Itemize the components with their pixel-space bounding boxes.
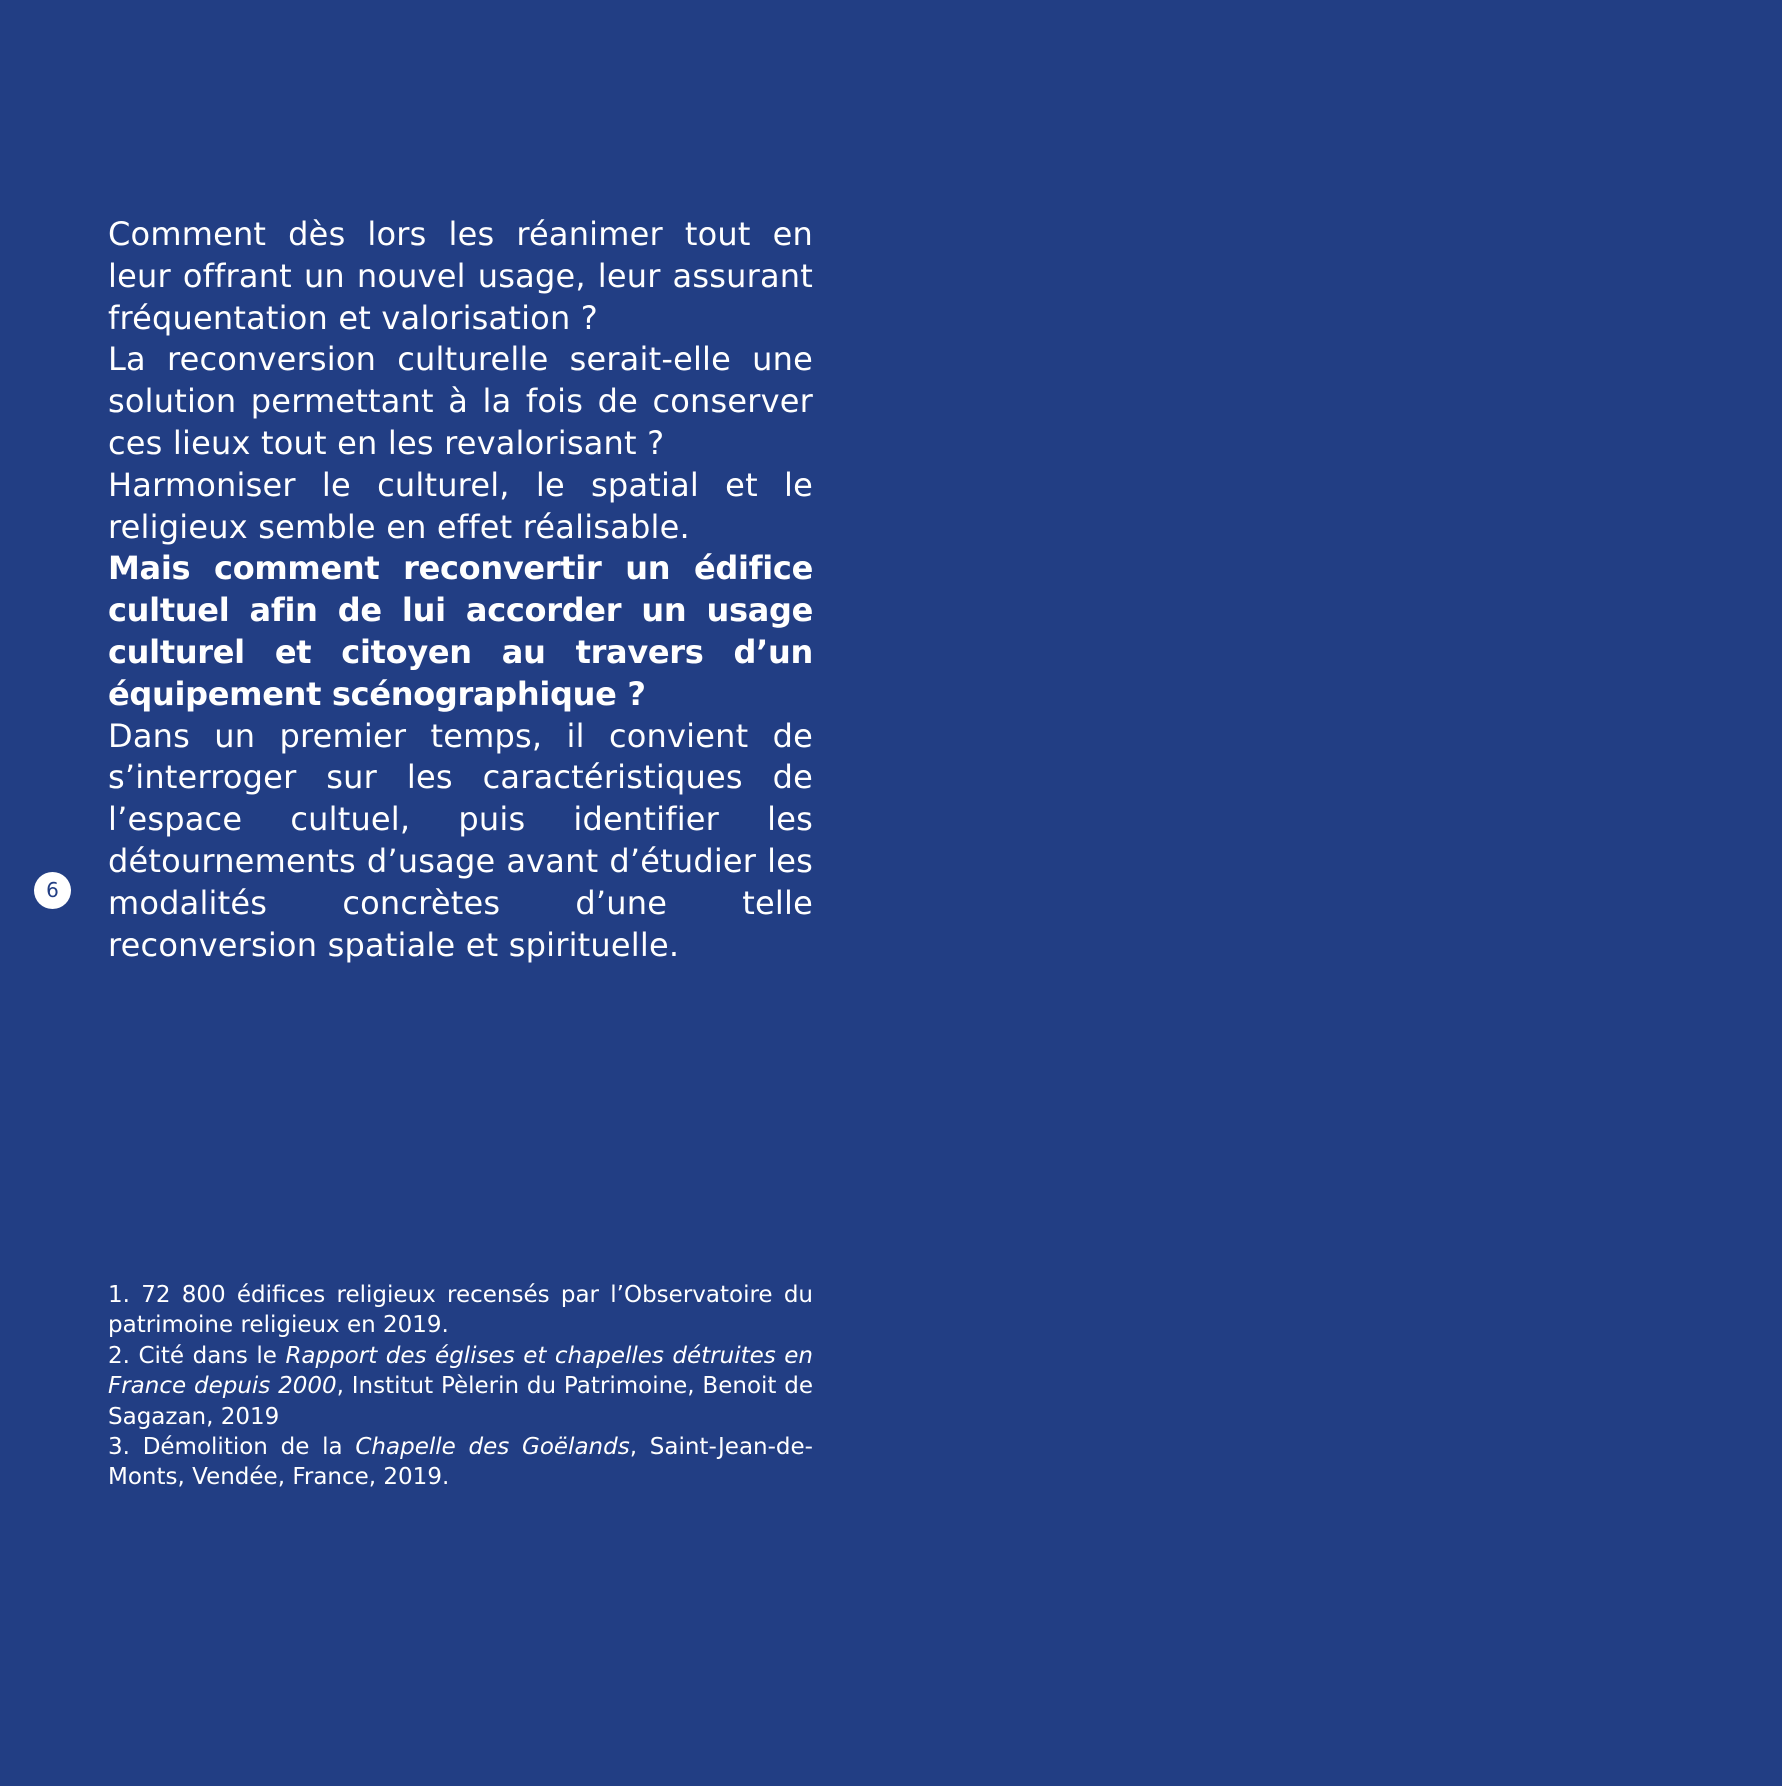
footnote-2-title: Rapport des églises et chapelles détruites en France depuis 2000 [108, 1342, 813, 1400]
footnotes [108, 1280, 813, 1493]
footnote-3-suffix: , Saint-Jean-de-Monts, Vendée, France, 2019. [108, 1434, 813, 1491]
footnote-3-prefix: 3. Démolition de la [108, 1434, 356, 1461]
footnote-1: 1. 72 800 édifices religieux recensés par l’Observatoire du patrimoine religieux en 2019. [108, 1282, 813, 1339]
paragraph-question-reconversion: La reconversion culturelle serait-elle une solution permettant à la fois de conserver ces lieux tout en les revalorisant ? [108, 340, 813, 462]
footnote-2-prefix: 2. Cité dans le [108, 1342, 286, 1369]
footnote-3-title: Chapelle des Goëlands [355, 1434, 630, 1461]
paragraph-problematic: Mais comment reconvertir un édifice cultuel afin de lui accorder un usage culturel et citoyen au travers d’un équipement scénographique ? [108, 549, 813, 713]
paragraph-plan: Dans un premier temps, il convient de s’interroger sur les caractéristiques de l’espace cultuel, puis identifier les détournements d’usage avant d’étudier les modalités concrètes d’une telle reconversion spatiale et spirituelle. [108, 716, 813, 964]
footnote-2-suffix: , Institut Pèlerin du Patrimoine, Benoit de Sagazan, 2019 [108, 1373, 813, 1430]
paragraph-harmonise: Harmoniser le culturel, le spatial et le religieux semble en effet réalisable. [108, 465, 813, 546]
page-number-badge: 6 [34, 872, 71, 909]
footnote-3 [108, 1432, 813, 1493]
footnote-2 [108, 1341, 813, 1432]
body-text [108, 214, 813, 966]
paragraph-question-reanimate: Comment dès lors les réanimer tout en leur offrant un nouvel usage, leur assurant fréquentation et valorisation ? [108, 215, 813, 337]
